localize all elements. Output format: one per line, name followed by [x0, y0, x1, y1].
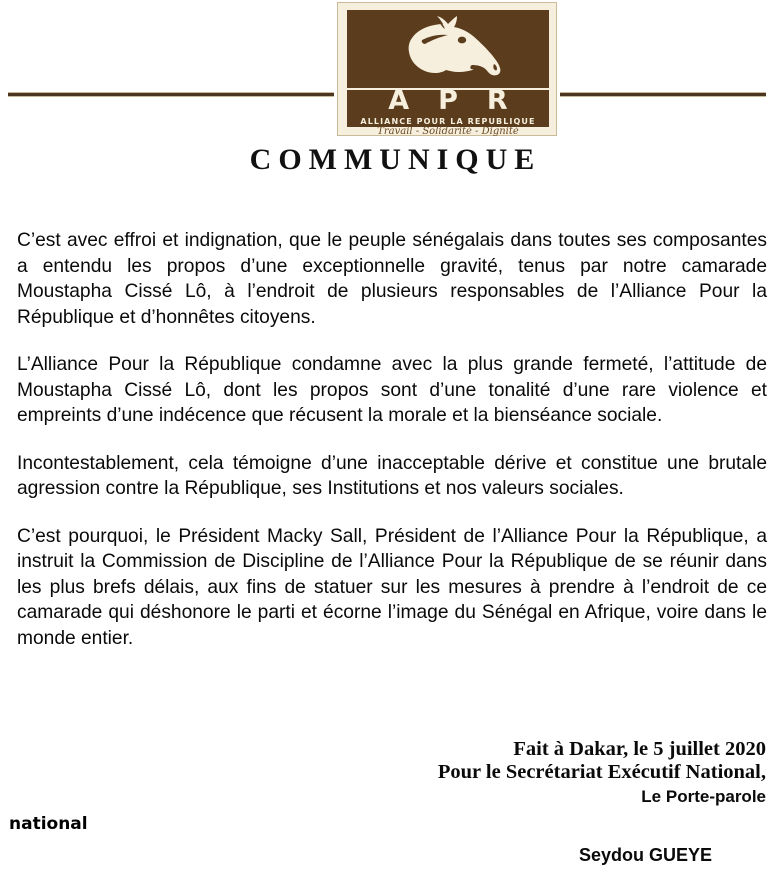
header-rule-right — [560, 92, 766, 97]
body-paragraph: L’Alliance Pour la République condamne avec la plus grande fermeté, l’attitude de Moustapha Cissé Lô, dont les propos sont d’une tonalité d’une rare violence et empreints d’une indécence que récusent la morale et la bienséance sociale. — [17, 354, 767, 426]
apr-acronym-text: APR — [388, 90, 537, 116]
apr-logo-inner-frame — [342, 7, 552, 137]
apr-logo — [337, 2, 557, 136]
signature-place-date: Fait à Dakar, le 5 juillet 2020 — [513, 738, 766, 760]
header-rule-left — [8, 92, 334, 97]
page-title: COMMUNIQUE — [249, 143, 542, 176]
signature-on-behalf: Pour le Secrétariat Exécutif National, — [437, 761, 766, 783]
overlay-national-text: national — [9, 814, 88, 834]
body-paragraph: Incontestablement, cela témoigne d’une inacceptable dérive et constitue une brutale agression contre la République, ses Institutions et nos valeurs sociales. — [17, 452, 767, 499]
apr-acronym-band — [347, 90, 549, 116]
apr-motto: Travail - Solidarité - Dignité — [377, 126, 519, 137]
horse-head-icon — [402, 16, 510, 84]
body-paragraph: C’est avec effroi et indignation, que le peuple sénégalais dans toutes ses composantes a entendu les propos d’une exceptionnelle gravité, tenus par notre camarade Moustapha Cissé Lô, à l’endroit de plusieurs responsables de l’Alliance Pour la République et d’honnêtes citoyens. — [17, 230, 767, 328]
signature-block — [0, 738, 766, 808]
body-paragraph: C’est pourquoi, le Président Macky Sall, Président de l’Alliance Pour la République, a instruit la Commission de Discipline de l’Alliance Pour la République de se réunir dans les plus brefs délais, aux fins de statuer sur les mesures à prendre à l’endroit de ce camarade qui déshonore le parti et écorne l’image du Sénégal en Afrique, voire dans le monde entier. — [17, 525, 767, 649]
signatory-name: Seydou GUEYE — [578, 845, 712, 865]
signature-role: Le Porte-parole — [641, 787, 766, 806]
apr-logo-crest-panel — [347, 10, 549, 88]
apr-fullname-band: ALLIANCE POUR LA REPUBLIQUE — [347, 116, 549, 127]
document-header — [0, 0, 784, 140]
document-body — [17, 228, 767, 651]
